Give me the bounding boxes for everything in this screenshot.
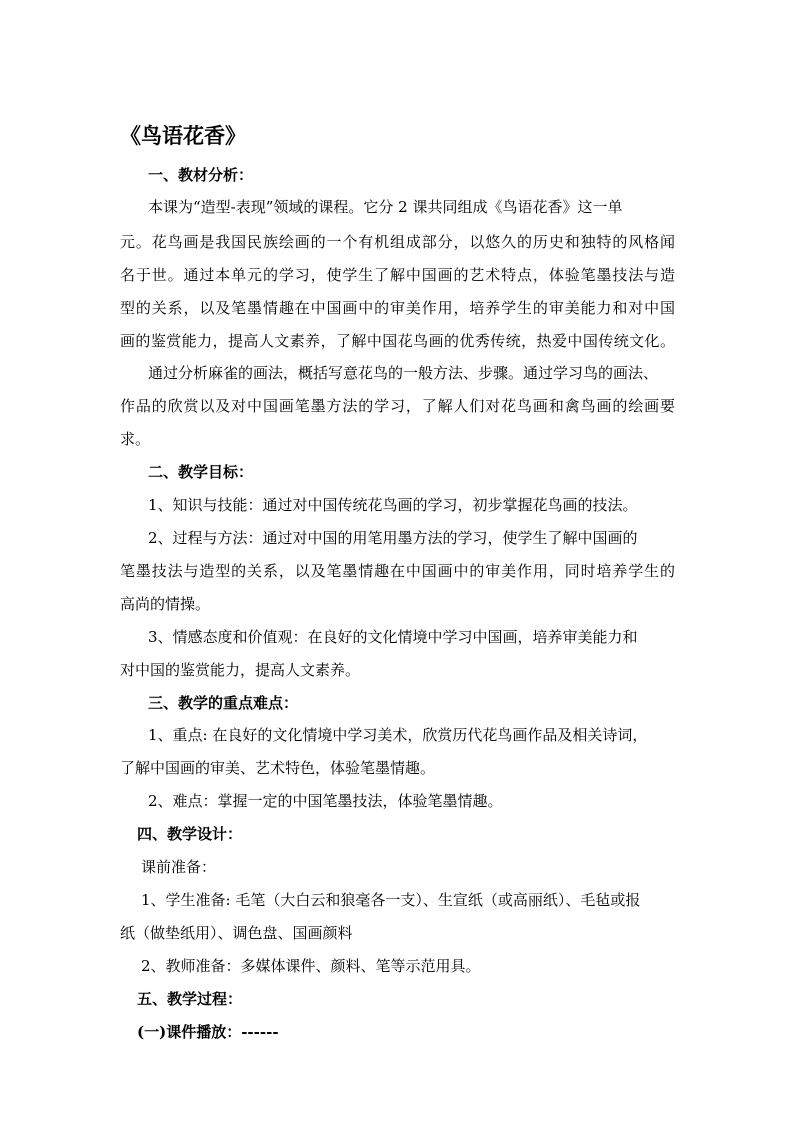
list-item: 2、难点：掌握一定的中国笔墨技法，体验笔墨情趣。 (148, 792, 503, 810)
list-item: 纸（做垫纸用）、调色盘、国画颜料 (120, 924, 353, 942)
list-item: 1、知识与技能：通过对中国传统花鸟画的学习，初步掌握花鸟画的技法。 (148, 496, 638, 514)
sub-heading-courseware-playback: (一)课件播放：------ (137, 1023, 279, 1041)
paragraph-line: 作品的欣赏以及对中国画笔墨方法的学习，了解人们对花鸟画和禽鸟画的绘画要 (120, 397, 675, 415)
section-heading-key-points: 三、教学的重点难点： (148, 694, 299, 712)
list-item: 对中国的鉴赏能力，提高人文素养。 (120, 661, 361, 679)
list-item: 高尚的情操。 (120, 595, 211, 613)
list-item: 1、重点: 在良好的文化情境中学习美术，欣赏历代花鸟画作品及相关诗词， (148, 726, 648, 744)
list-item: 笔墨技法与造型的关系，以及笔墨情趣在中国画中的审美作用，同时培养学生的 (120, 562, 675, 580)
list-item: 3、情感态度和价值观：在良好的文化情境中学习中国画，培养审美能力和 (148, 628, 638, 646)
list-item: 1、学生准备: 毛笔（大白云和狼毫各一支）、生宣纸（或高丽纸）、毛毡或报 (141, 891, 641, 909)
list-item: 2、教师准备：多媒体课件、颜料、笔等示范用具。 (141, 957, 481, 975)
paragraph-line: 名于世。通过本单元的学习，使学生了解中国画的艺术特点，体验笔墨技法与造 (120, 266, 675, 284)
section-heading-teaching-goals: 二、教学目标： (148, 463, 254, 481)
paragraph-line: 画的鉴赏能力，提高人文素养，了解中国花鸟画的优秀传统，热爱中国传统文化。 (120, 332, 675, 350)
list-item: 2、过程与方法：通过对中国的用笔用墨方法的学习，使学生了解中国画的 (148, 529, 638, 547)
paragraph-line: 本课为“造型-表现”领域的课程。它分 2 课共同组成《鸟语花香》这一单 (148, 198, 623, 216)
paragraph-line: 元。花鸟画是我国民族绘画的一个有机组成部分，以悠久的历史和独特的风格闻 (120, 233, 675, 251)
document-title: 《鸟语花香》 (120, 123, 246, 148)
paragraph-line: 型的关系，以及笔墨情趣在中国画中的审美作用，培养学生的审美能力和对中国 (120, 299, 675, 317)
section-heading-teaching-design: 四、教学设计： (137, 825, 243, 843)
section-heading-textbook-analysis: 一、教材分析： (148, 166, 254, 184)
paragraph-line: 通过分析麻雀的画法，概括写意花鸟的一般方法、步骤。通过学习鸟的画法、 (148, 364, 659, 382)
list-item: 了解中国画的审美、艺术特色，体验笔墨情趣。 (120, 759, 436, 777)
sub-heading-preparation: 课前准备： (141, 858, 217, 876)
section-heading-teaching-process: 五、教学过程： (137, 990, 243, 1008)
paragraph-line: 求。 (120, 430, 151, 448)
